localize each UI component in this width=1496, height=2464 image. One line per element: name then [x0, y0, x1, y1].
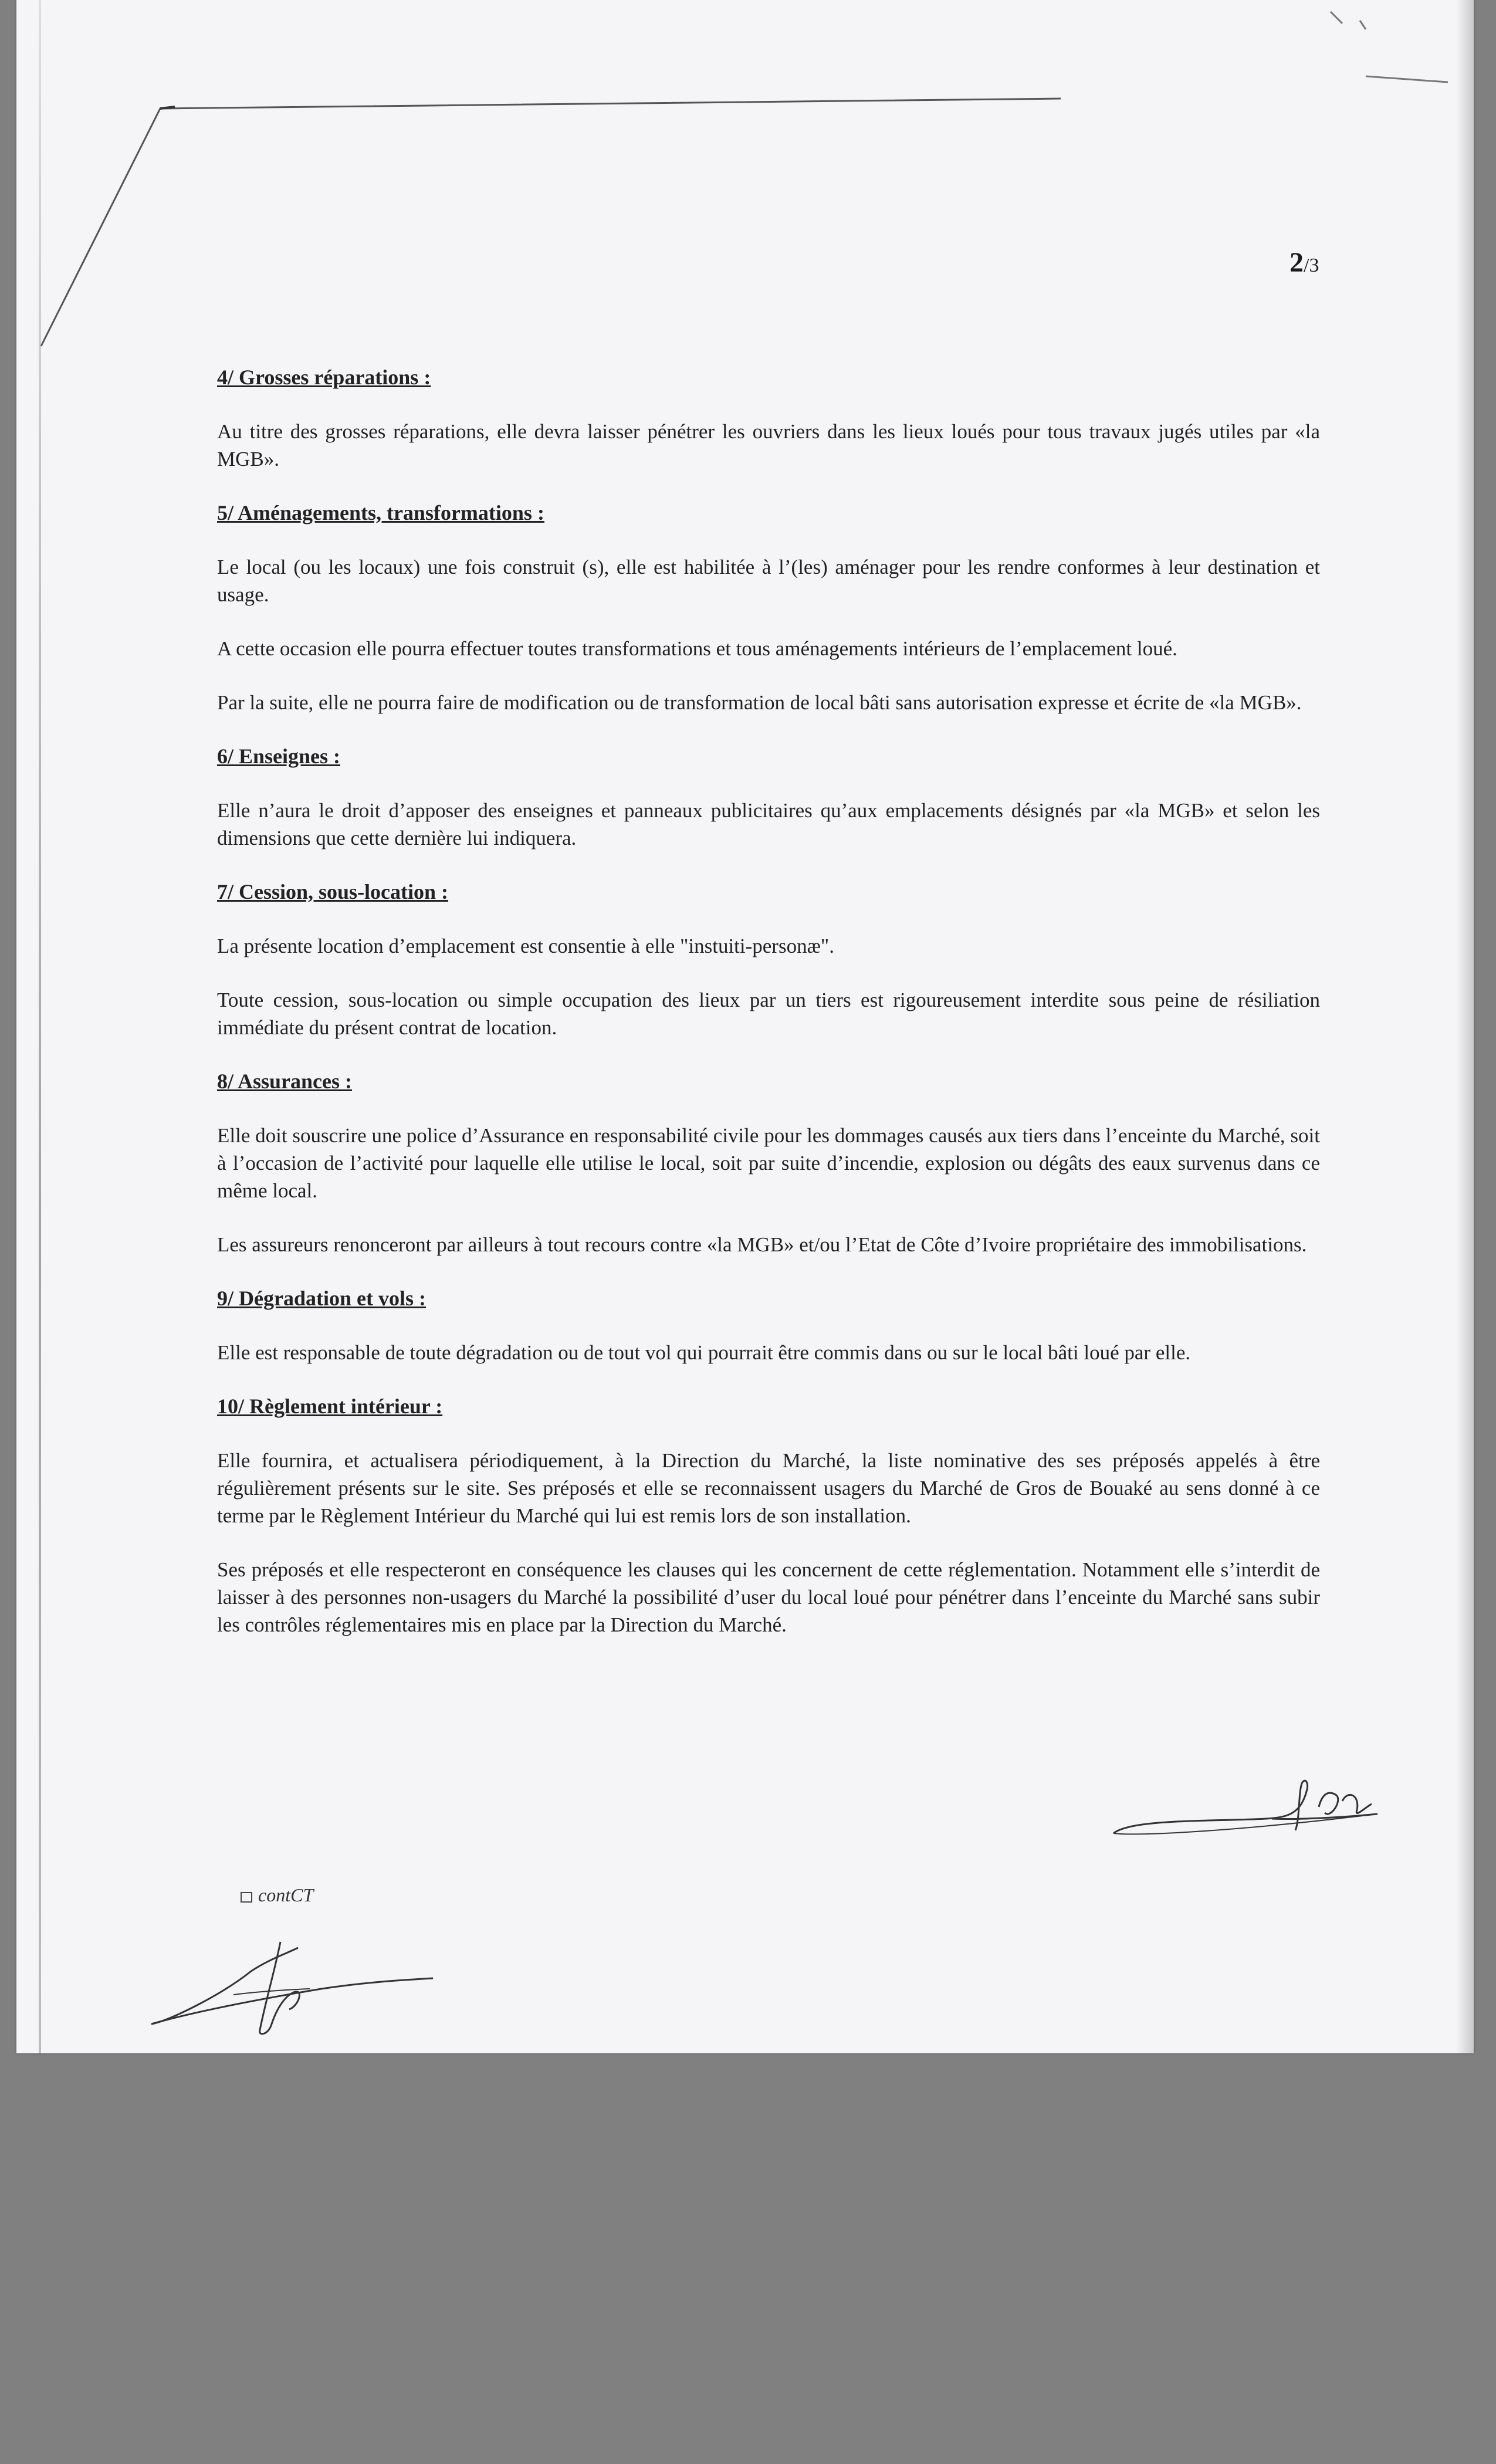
- footer-note-text: contCT: [258, 1884, 314, 1905]
- section-amenagements: [217, 499, 1320, 716]
- paragraph: Elle est responsable de toute dégradation ou de tout vol qui pourrait être commis dans ou sur le local bâti loué par elle.: [217, 1341, 1191, 1364]
- document-page: [16, 0, 1474, 2053]
- paragraph: Toute cession, sous-location ou simple occupation des lieux par un tiers est rigoureusement interdite sous peine de résiliation immédiate du présent contrat de location.: [217, 989, 1320, 1039]
- section-reglement: [217, 1393, 1320, 1639]
- page-number-main: 2: [1289, 247, 1304, 278]
- paragraph: A cette occasion elle pourra effectuer toutes transformations et tous aménagements intérieurs de l’emplacement loué.: [217, 637, 1177, 660]
- section-cession: [217, 878, 1320, 1041]
- document-body: [217, 364, 1320, 1665]
- section-enseignes: [217, 743, 1320, 852]
- signature-left: [134, 1936, 462, 2042]
- paragraph: Elle fournira, et actualisera périodiquement, à la Direction du Marché, la liste nominative des ses préposés appelés à être régulièrement présents sur le site. Ses préposés et elle se reconnaissent usagers du Marché de Gros de Bouaké au sens donné à ce terme par le Règlement Intérieur du Marché qui lui est remis lors de son installation.: [217, 1449, 1320, 1527]
- section-heading: 9/ Dégradation et vols :: [217, 1287, 426, 1310]
- paragraph: Le local (ou les locaux) une fois construit (s), elle est habilitée à l’(les) aménager pour les rendre conformes à leur destination et usage.: [217, 556, 1320, 606]
- section-heading: 7/ Cession, sous-location :: [217, 880, 449, 903]
- paragraph: Au titre des grosses réparations, elle devra laisser pénétrer les ouvriers dans les lieux loués pour tous travaux jugés utiles par «la MGB».: [217, 420, 1320, 471]
- page-number-total: /3: [1304, 255, 1319, 276]
- section-grosses-reparations: [217, 364, 1320, 473]
- section-heading: 8/ Assurances :: [217, 1069, 353, 1093]
- page-number: [1289, 246, 1319, 279]
- paragraph: Elle doit souscrire une police d’Assurance en responsabilité civile pour les dommages causés aux tiers dans l’enceinte du Marché, soit à l’occasion de l’activité pour laquelle elle utilise le local, soit par suite d’incendie, explosion ou dégâts des eaux survenus dans ce même local.: [217, 1124, 1320, 1202]
- section-heading: 5/ Aménagements, transformations :: [217, 501, 544, 524]
- paragraph: Les assureurs renonceront par ailleurs à tout recours contre «la MGB» et/ou l’Etat de Côte d’Ivoire propriétaire des immobilisations.: [217, 1233, 1307, 1256]
- section-heading: 10/ Règlement intérieur :: [217, 1395, 443, 1418]
- folded-corner-line: [16, 0, 1474, 411]
- paragraph: Ses préposés et elle respecteront en conséquence les clauses qui les concernent de cette réglementation. Notamment elle s’interdit de laisser à des personnes non-usagers du Marché la possibilité d’user du local loué pour pénétrer dans l’enceinte du Marché sans subir les contrôles réglementaires mis en place par la Direction du Marché.: [217, 1558, 1320, 1636]
- section-heading: 6/ Enseignes :: [217, 744, 341, 768]
- section-heading: 4/ Grosses réparations :: [217, 365, 431, 389]
- paragraph: Elle n’aura le droit d’apposer des enseignes et panneaux publicitaires qu’aux emplacements désignés par «la MGB» et selon les dimensions que cette dernière lui indiquera.: [217, 799, 1320, 849]
- footer-note: [241, 1884, 313, 1906]
- checkbox-icon: [241, 1892, 252, 1903]
- signature-right: [1096, 1754, 1389, 1848]
- paragraph: La présente location d’emplacement est consentie à elle "instuiti-personæ".: [217, 935, 834, 957]
- section-degradation: [217, 1285, 1320, 1366]
- section-assurances: [217, 1068, 1320, 1258]
- paragraph: Par la suite, elle ne pourra faire de modification ou de transformation de local bâti sans autorisation expresse et écrite de «la MGB».: [217, 691, 1302, 714]
